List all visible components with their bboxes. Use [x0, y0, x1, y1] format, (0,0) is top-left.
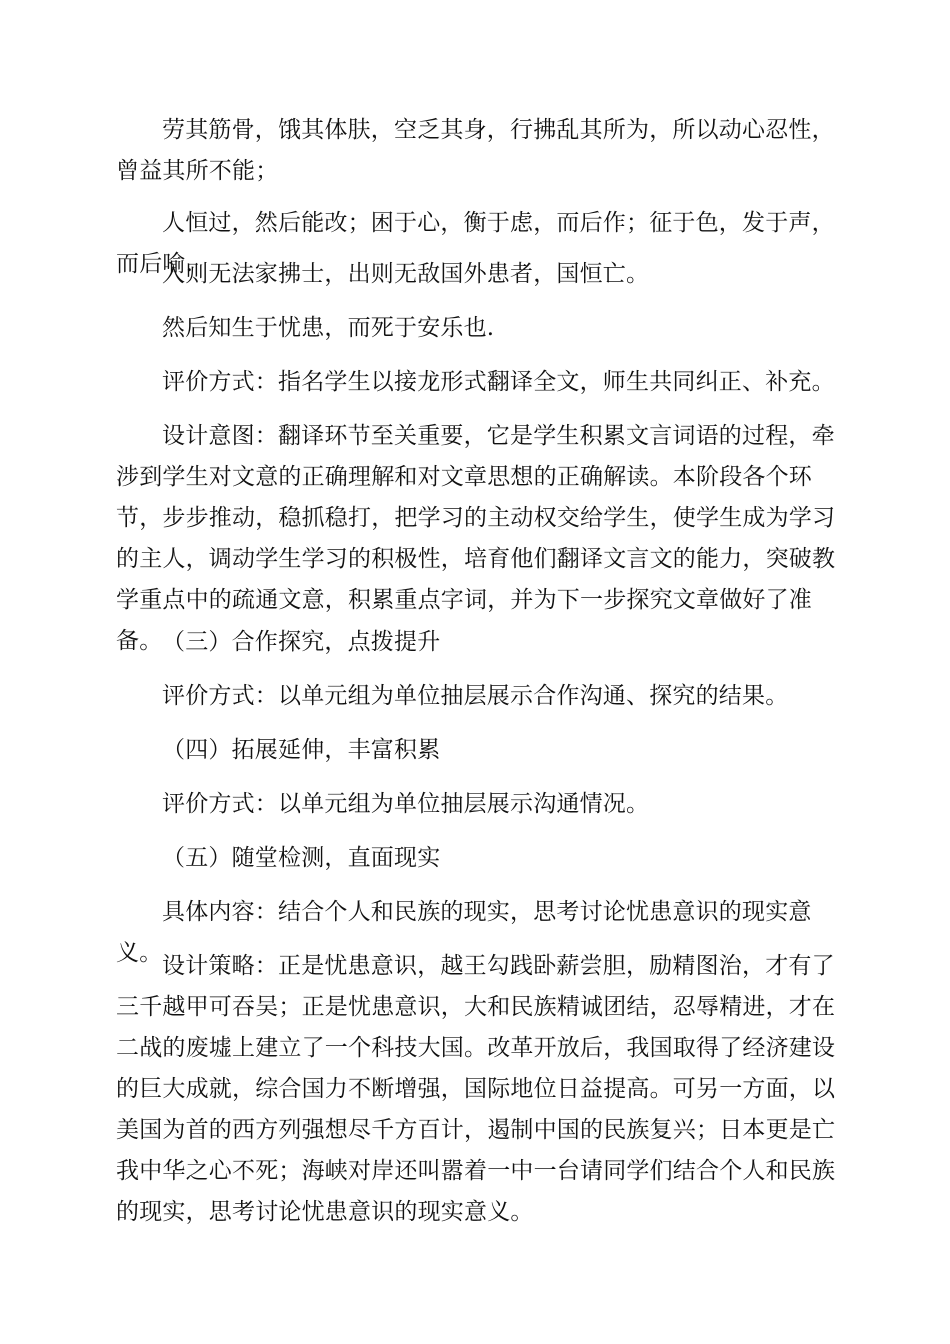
paragraph-evaluation-method-3: 评价方式：以单元组为单位抽层展示沟通情况。 [162, 791, 650, 817]
section-heading-3: （三）合作探究，点拨提升 [162, 629, 441, 655]
section-heading-4: （四）拓展延伸，丰富积累 [162, 737, 441, 763]
section-heading-5: （五）随堂检测，直面现实 [162, 845, 441, 871]
paragraph-evaluation-method-1: 评价方式：指名学生以接龙形式翻译全文，师生共同纠正、补充。 [162, 369, 835, 395]
paragraph-evaluation-method-2: 评价方式：以单元组为单位抽层展示合作沟通、探究的结果。 [162, 683, 789, 709]
paragraph-design-intent: 设计意图：翻译环节至关重要，它是学生积累文言词语的过程，牵涉到学生对文意的正确理解和对文章思想的正确解读。本阶段各个环节，步步推动，稳抓稳打，把学习的主动权交给学生，使学生成为学习的主人，调动学生学习的积极性，培育他们翻译文言文的能力，突破教学重点中的疏通文意，积累重点字词，并为下一步探究文章做好了准备。 [116, 423, 836, 654]
paragraph-specific-content: 具体内容：结合个人和民族的现实，思考讨论忧患意识的现实意义。 [116, 899, 812, 966]
paragraph-classical-text-1: 劳其筋骨，饿其体肤，空乏其身，行拂乱其所为，所以动心忍性，曾益其所不能； [116, 117, 835, 184]
paragraph-design-strategy: 设计策略：正是忧患意识，越王勾践卧薪尝胆，励精图治，才有了三千越甲可吞吴；正是忧患意识，大和民族精诚团结，忍辱精进，才在二战的废墟上建立了一个科技大国。改革开放后，我国取得了经济建设的巨大成就，综合国力不断增强，国际地位日益提高。可另一方面，以美国为首的西方列强想尽千方百计，遏制中国的民族复兴；日本更是亡我中华之心不死；海峡对岸还叫嚣着一中一台请同学们结合个人和民族的现实，思考讨论忧患意识的现实意义。 [116, 953, 836, 1225]
paragraph-classical-text-3: 入则无法家拂士，出则无敌国外患者，国恒亡。 [162, 261, 650, 287]
paragraph-classical-text-4: 然后知生于忧患，而死于安乐也. [162, 315, 495, 341]
paragraph-classical-text-2: 人恒过，然后能改；困于心，衡于虑，而后作；征于色，发于声，而后喻. [116, 210, 835, 277]
